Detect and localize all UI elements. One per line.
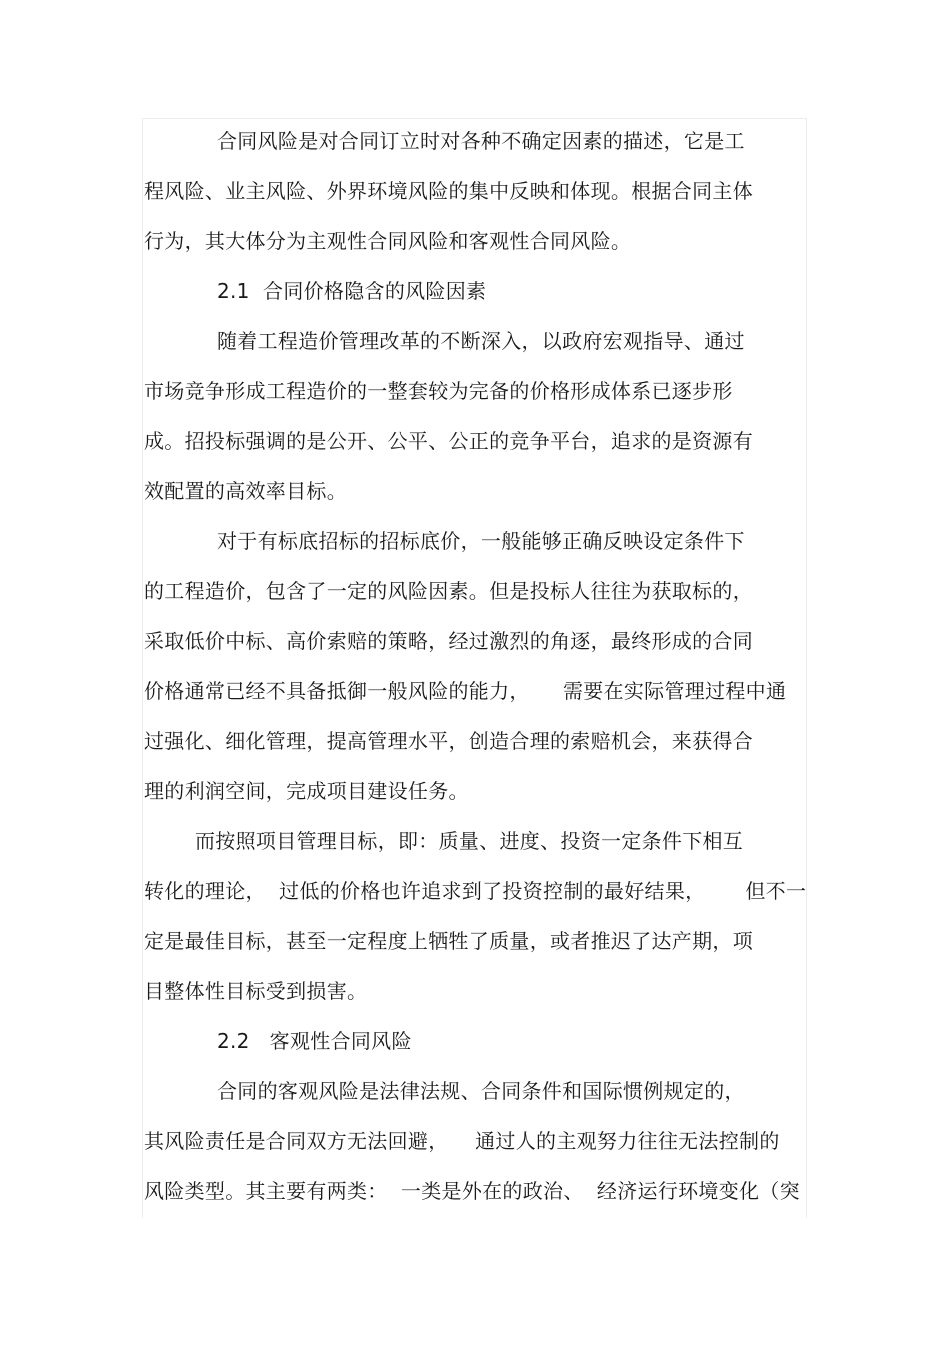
paragraph-4-line-1: 而按照项目管理目标，即：质量、进度、投资一定条件下相互 xyxy=(195,829,744,853)
paragraph-4-line-2: 转化的理论， 过低的价格也许追求到了投资控制的最好结果， 但不一 xyxy=(144,879,807,903)
paragraph-3-line-4: 价格通常已经不具备抵御一般风险的能力， 需要在实际管理过程中通 xyxy=(144,679,787,703)
paragraph-1-line-2: 程风险、业主风险、外界环境风险的集中反映和体现。根据合同主体 xyxy=(144,179,753,203)
paragraph-1-line-3: 行为，其大体分为主观性合同风险和客观性合同风险。 xyxy=(144,229,632,253)
section-heading-2-1: 2.1 合同价格隐含的风险因素 xyxy=(217,279,487,303)
paragraph-3-line-3: 采取低价中标、高价索赔的策略，经过激烈的角逐，最终形成的合同 xyxy=(144,629,753,653)
paragraph-5-line-1: 合同的客观风险是法律法规、合同条件和国际惯例规定的， xyxy=(217,1079,745,1103)
paragraph-2-line-2: 市场竞争形成工程造价的一整套较为完备的价格形成体系已逐步形 xyxy=(144,379,733,403)
paragraph-2-line-4: 效配置的高效率目标。 xyxy=(144,479,347,503)
paragraph-3-line-1: 对于有标底招标的招标底价，一般能够正确反映设定条件下 xyxy=(217,529,745,553)
paragraph-3-line-6: 理的利润空间，完成项目建设任务。 xyxy=(144,779,469,803)
paragraph-3-line-5: 过强化、细化管理，提高管理水平，创造合理的索赔机会，来获得合 xyxy=(144,729,753,753)
paragraph-3-line-2: 的工程造价，包含了一定的风险因素。但是投标人往往为获取标的， xyxy=(144,579,753,603)
section-heading-2-2: 2.2 客观性合同风险 xyxy=(217,1029,412,1053)
paragraph-5-line-2: 其风险责任是合同双方无法回避， 通过人的主观努力往往无法控制的 xyxy=(144,1129,780,1153)
paragraph-5-line-3: 风险类型。其主要有两类： 一类是外在的政治、 经济运行环境变化（突 xyxy=(144,1179,800,1203)
paragraph-2-line-1: 随着工程造价管理改革的不断深入，以政府宏观指导、通过 xyxy=(217,329,745,353)
paragraph-2-line-3: 成。招投标强调的是公开、公平、公正的竞争平台，追求的是资源有 xyxy=(144,429,753,453)
paragraph-4-line-4: 目整体性目标受到损害。 xyxy=(144,979,368,1003)
paragraph-4-line-3: 定是最佳目标，甚至一定程度上牺牲了质量，或者推迟了达产期，项 xyxy=(144,929,753,953)
paragraph-1-line-1: 合同风险是对合同订立时对各种不确定因素的描述，它是工 xyxy=(217,129,745,153)
